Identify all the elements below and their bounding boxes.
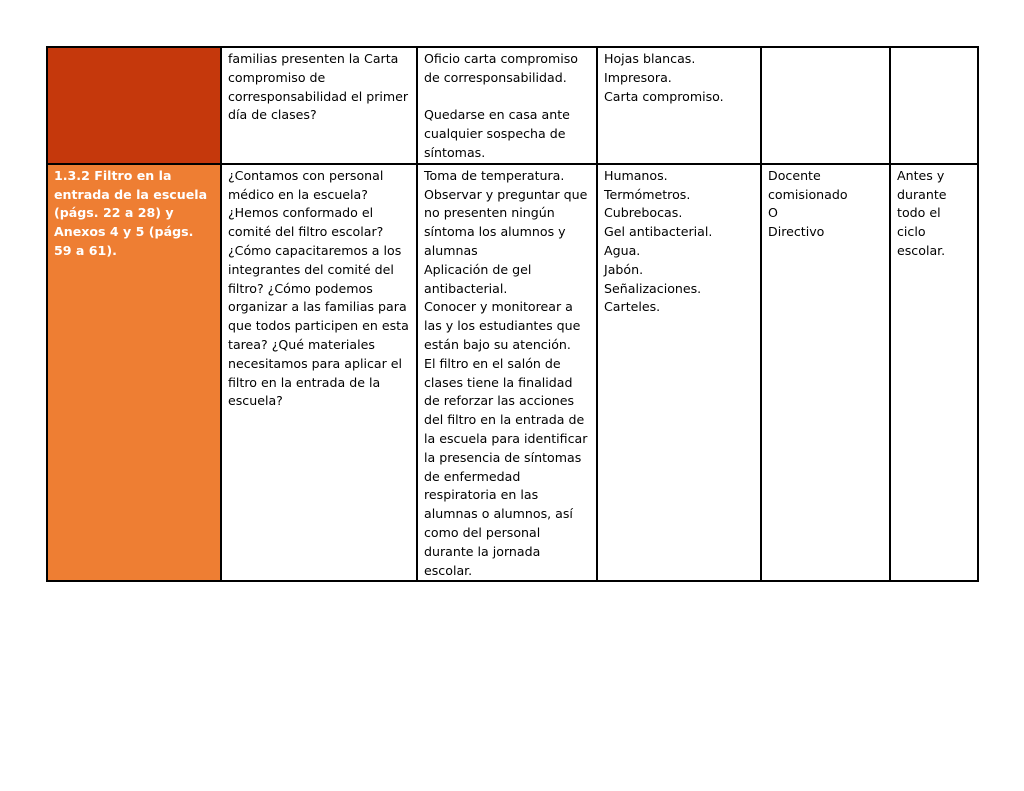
responsible-cell: Docente comisionado O Directivo <box>761 164 890 582</box>
responsible-cell <box>761 47 890 164</box>
question-cell: ¿Contamos con personal médico en la escuela? ¿Hemos conformado el comité del filtro escolar? ¿Cómo capacitaremos a los integrantes del comité del filtro? ¿Cómo podemos organizar a las familias para que todos participen en esta tarea? ¿Qué materiales necesitamos para aplicar el filtro en la entrada de la escuela? <box>221 164 417 582</box>
resources-cell: Hojas blancas. Impresora. Carta compromiso. <box>597 47 761 164</box>
topic-cell: 1.3.2 Filtro en la entrada de la escuela (págs. 22 a 28) y Anexos 4 y 5 (págs. 59 a 61). <box>47 164 221 582</box>
resources-cell: Humanos. Termómetros. Cubrebocas. Gel antibacterial. Agua. Jabón. Señalizaciones. Carteles. <box>597 164 761 582</box>
action-plan-table <box>46 46 979 582</box>
actions-cell: Toma de temperatura. Observar y preguntar que no presenten ningún síntoma los alumnos y alumnas Aplicación de gel antibacterial. Conocer y monitorear a las y los estudiantes que están bajo su atención. El filtro en el salón de clases tiene la finalidad de reforzar las acciones del filtro en la entrada de la escuela para identificar la presencia de síntomas de enfermedad respiratoria en las alumnas o alumnos, así como del personal durante la jornada escolar. <box>417 164 597 582</box>
actions-cell: Oficio carta compromiso de corresponsabilidad. Quedarse en casa ante cualquier sospecha de síntomas. <box>417 47 597 164</box>
topic-cell <box>47 47 221 164</box>
question-cell: familias presenten la Carta compromiso de corresponsabilidad el primer día de clases? <box>221 47 417 164</box>
timing-cell: Antes y durante todo el ciclo escolar. <box>890 164 978 582</box>
table-row <box>47 164 978 582</box>
table-row <box>47 47 978 164</box>
timing-cell <box>890 47 978 164</box>
